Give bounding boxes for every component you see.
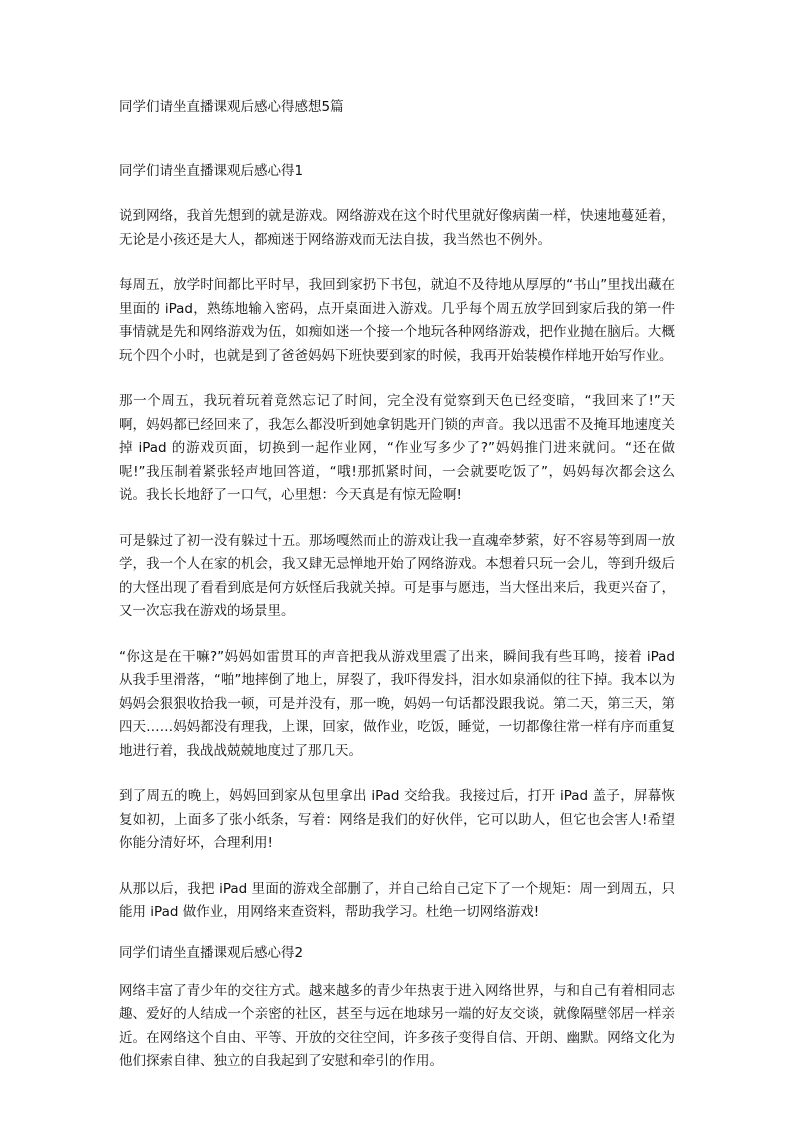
section-heading-2: 同学们请坐直播课观后感心得2 (119, 944, 304, 961)
paragraph: 网络丰富了青少年的交往方式。越来越多的青少年热衷于进入网络世界，与和自己有着相同志趣、爱好的人结成一个亲密的社区，甚至与远在地球另一端的好友交谈，就像隔壁邻居一样亲近。在网络这个自由、平等、开放的交往空间，许多孩子变得自信、开朗、幽默。网络文化为他们探索自律、独立的自我起到了安慰和牵引的作用。 (119, 982, 675, 1069)
paragraph: “你这是在干嘛?”妈妈如雷贯耳的声音把我从游戏里震了出来，瞬间我有些耳鸣，接着 iPad 从我手里滑落，“啪”地摔倒了地上，屏裂了，我吓得发抖，泪水如泉涌似的往下掉。我本以为妈妈会狠狠收拾我一顿，可是并没有，那一晚，妈妈一句话都没跟我说。第二天，第三天，第四天……妈妈都没有理我，上课，回家，做作业，吃饭，睡觉，一切都像往常一样有序而重复地进行着，我战战兢兢地度过了那几天。 (119, 648, 675, 759)
paragraph: 那一个周五，我玩着玩着竟然忘记了时间，完全没有觉察到天色已经变暗，“我回来了!”天啊，妈妈都已经回来了，我怎么都没听到她拿钥匙开门锁的声音。我以迅雷不及掩耳地速度关掉 iPad 的游戏页面，切换到一起作业网，“作业写多少了?”妈妈推门进来就问。“还在做呢!”我压制着紧张轻声地回答道，“哦!那抓紧时间，一会就要吃饭了”，妈妈每次都会这么说。我长长地舒了一口气，心里想：今天真是有惊无险啊! (119, 393, 675, 503)
section-heading-1: 同学们请坐直播课观后感心得1 (119, 163, 304, 179)
paragraph: 到了周五的晚上，妈妈回到家从包里拿出 iPad 交给我。我接过后，打开 iPad 盖子，屏幕恢复如初，上面多了张小纸条，写着：网络是我们的好伙伴，它可以助人，但它也会害人!希望你能分清好坏，合理利用! (119, 788, 675, 851)
document-title: 同学们请坐直播课观后感心得感想5篇 (119, 99, 344, 115)
paragraph: 每周五，放学时间都比平时早，我回到家扔下书包，就迫不及待地从厚厚的“书山”里找出藏在里面的 iPad，熟练地输入密码，点开桌面进入游戏。几乎每个周五放学回到家后我的第一件事情就是先和网络游戏为伍，如痴如迷一个接一个地玩各种网络游戏，把作业抛在脑后。大概玩个四个小时，也就是到了爸爸妈妈下班快要到家的时候，我再开始装模作样地开始写作业。 (119, 277, 675, 364)
paragraph: 说到网络，我首先想到的就是游戏。网络游戏在这个时代里就好像病菌一样，快速地蔓延着，无论是小孩还是大人，都痴迷于网络游戏而无法自拔，我当然也不例外。 (119, 208, 675, 248)
document-page (119, 96, 675, 1074)
paragraph: 可是躲过了初一没有躲过十五。那场嘎然而止的游戏让我一直魂牵梦萦，好不容易等到周一放学，我一个人在家的机会，我又肆无忌惮地开始了网络游戏。本想着只玩一会儿，等到升级后的大怪出现了看看到底是何方妖怪后我就关掉。可是事与愿违，当大怪出来后，我更兴奋了，又一次忘我在游戏的场景里。 (119, 532, 675, 619)
paragraph: 从那以后，我把 iPad 里面的游戏全部删了，并自己给自己定下了一个规矩：周一到周五，只能用 iPad 做作业，用网络来查资料，帮助我学习。杜绝一切网络游戏! (119, 880, 675, 920)
